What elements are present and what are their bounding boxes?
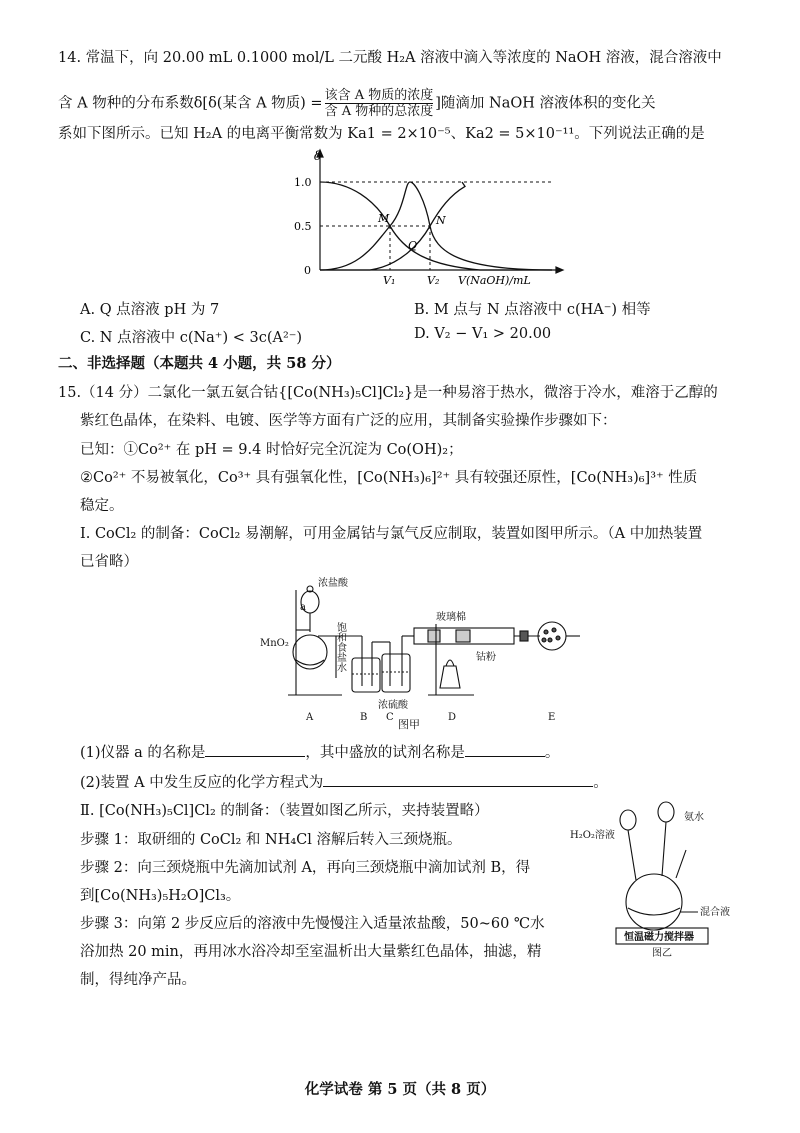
y-tick-0.5: 0.5 [294, 220, 312, 233]
q14-line2-post: ]随滴加 NaOH 溶液体积的变化关 [435, 95, 656, 112]
apparatus-figure-a [230, 570, 590, 730]
step-3-line2: 浴加热 20 min，再用冰水浴冷却至室温析出大量紫红色晶体，抽滤，精 [80, 944, 542, 960]
bottle-c [382, 654, 410, 692]
point-n-label: N [436, 214, 446, 227]
x-axis-arrow [556, 267, 563, 273]
part2-heading: Ⅱ. [Co(NH₃)₅Cl]Cl₂ 的制备：（装置如图乙所示，夹持装置略） [80, 803, 489, 819]
q14-line1: 14. 常温下，向 20.00 mL 0.1000 mol/L 二元酸 H₂A 溶液中滴入等浓度的 NaOH 溶液，混合溶液中 [58, 50, 722, 66]
section-heading: 二、非选择题（本题共 4 小题，共 58 分） [58, 355, 341, 372]
fraction-denominator: 含 A 物种的总浓度 [324, 104, 434, 119]
point-m-label: M [378, 212, 390, 225]
figure-a-caption: 图甲 [398, 718, 420, 730]
option-b: B. M 点与 N 点溶液中 c(HA⁻) 相等 [414, 302, 651, 318]
three-neck-flask [626, 874, 682, 930]
option-a: A. Q 点溶液 pH 为 7 [80, 302, 220, 318]
q15-line1: 15.（14 分）二氯化一氯五氨合钴{[Co(NH₃)₅Cl]Cl₂}是一种易溶于热水，微溶于冷水，难溶于乙醇的 [58, 385, 718, 401]
option-d: D. V₂ − V₁ > 20.00 [414, 326, 552, 342]
q15-line2: 紫红色晶体，在染料、电镀、医学等方面有广泛的应用，其制备实验操作步骤如下： [80, 413, 617, 429]
funnel-h2o2 [620, 810, 636, 830]
drying-tube-e [538, 622, 566, 650]
point-q-label: Q [408, 239, 418, 252]
x-tick-v1: V₁ [383, 274, 396, 286]
label-co-powder: 钴粉 [476, 652, 496, 663]
label-A: A [306, 712, 314, 723]
q14-line2 [58, 88, 760, 119]
answer-blank-2[interactable] [465, 742, 545, 757]
q14-line2-pre: 含 A 物种的分布系数δ[δ(某含 A 物质) = [58, 95, 323, 112]
step-2-line1: 步骤 2：向三颈烧瓶中先滴加试剂 A，再向三颈烧瓶中滴加试剂 B，得 [80, 860, 531, 876]
label-mno2: MnO₂ [260, 638, 289, 649]
figure-b-caption: 图乙 [652, 948, 672, 959]
label-glass-wool: 玻璃棉 [436, 612, 466, 623]
sub2-text-a: (2)装置 A 中发生反应的化学方程式为 [80, 775, 324, 791]
label-conc-hcl: 浓盐酸 [318, 578, 348, 589]
x-tick-v2: V₂ [427, 274, 440, 286]
label-C: C [386, 712, 394, 723]
answer-blank-3[interactable] [323, 772, 593, 787]
sub1-text-a: (1)仪器 a 的名称是 [80, 745, 206, 761]
fraction-numerator: 该含 A 物质的浓度 [324, 88, 434, 103]
known-2: ②Co²⁺ 不易被氧化，Co³⁺ 具有强氧化性，[Co(NH₃)₆]²⁺ 具有较强还原性，[Co(NH₃)₆]³⁺ 性质 [80, 470, 698, 486]
label-B: B [360, 712, 368, 723]
step-2-line2: 到[Co(NH₃)₅H₂O]Cl₃。 [80, 888, 241, 904]
label-sat-nacl: 饱和食盐水 [334, 622, 346, 672]
bottle-b [352, 658, 380, 692]
part1-line1: Ⅰ. CoCl₂ 的制备：CoCl₂ 易潮解，可用金属钴与氯气反应制取，装置如图甲所示。（A 中加热装置 [80, 526, 703, 542]
distribution-chart [280, 146, 570, 286]
known-1: 已知：①Co²⁺ 在 pH = 9.4 时恰好完全沉淀为 Co(OH)₂； [80, 442, 463, 458]
label-a: a [300, 602, 306, 613]
known-2-cont: 稳定。 [80, 498, 124, 514]
option-c: C. N 点溶液中 c(Na⁺) < 3c(A²⁻) [80, 330, 303, 346]
page-footer: 化学试卷 第 5 页（共 8 页） [304, 1081, 496, 1098]
sub-question-1 [80, 742, 760, 763]
label-h2o2: H₂O₂溶液 [570, 830, 615, 841]
y-tick-0: 0 [304, 264, 311, 277]
step-3-line1: 步骤 3：向第 2 步反应后的溶液中先慢慢注入适量浓盐酸，50~60 ℃水 [80, 916, 545, 932]
label-conc-h2so4: 浓硫酸 [378, 700, 408, 711]
label-E: E [548, 712, 556, 723]
step-1: 步骤 1：取研细的 CoCl₂ 和 NH₄Cl 溶解后转入三颈烧瓶。 [80, 832, 462, 848]
q14-line3: 系如下图所示。已知 H₂A 的电离平衡常数为 Ka1 = 2×10⁻⁵、Ka2 = 5×10⁻¹¹。下列说法正确的是 [58, 126, 705, 142]
part1-line2: 已省略） [80, 554, 138, 570]
x-axis-label: V(NaOH)/mL [458, 274, 531, 286]
flask-a [293, 635, 327, 669]
answer-blank-1[interactable] [205, 742, 305, 757]
apparatus-figure-b [566, 790, 746, 960]
label-D: D [448, 712, 457, 723]
sub1-text-c: 。 [544, 745, 560, 761]
label-ammonia: 氨水 [684, 812, 704, 823]
label-mixture: 混合液 [700, 907, 730, 918]
distribution-fraction [325, 88, 434, 119]
burner [440, 666, 460, 688]
label-stirrer: 恒温磁力搅拌器 [624, 932, 694, 943]
sub2-text-b: 。 [593, 775, 608, 791]
sub1-text-b: ，其中盛放的试剂名称是 [305, 745, 465, 761]
step-3-line3: 制，得纯净产品。 [80, 972, 196, 988]
y-tick-1.0: 1.0 [294, 176, 312, 189]
funnel-ammonia [658, 802, 674, 822]
y-axis-label: δ [314, 149, 322, 163]
